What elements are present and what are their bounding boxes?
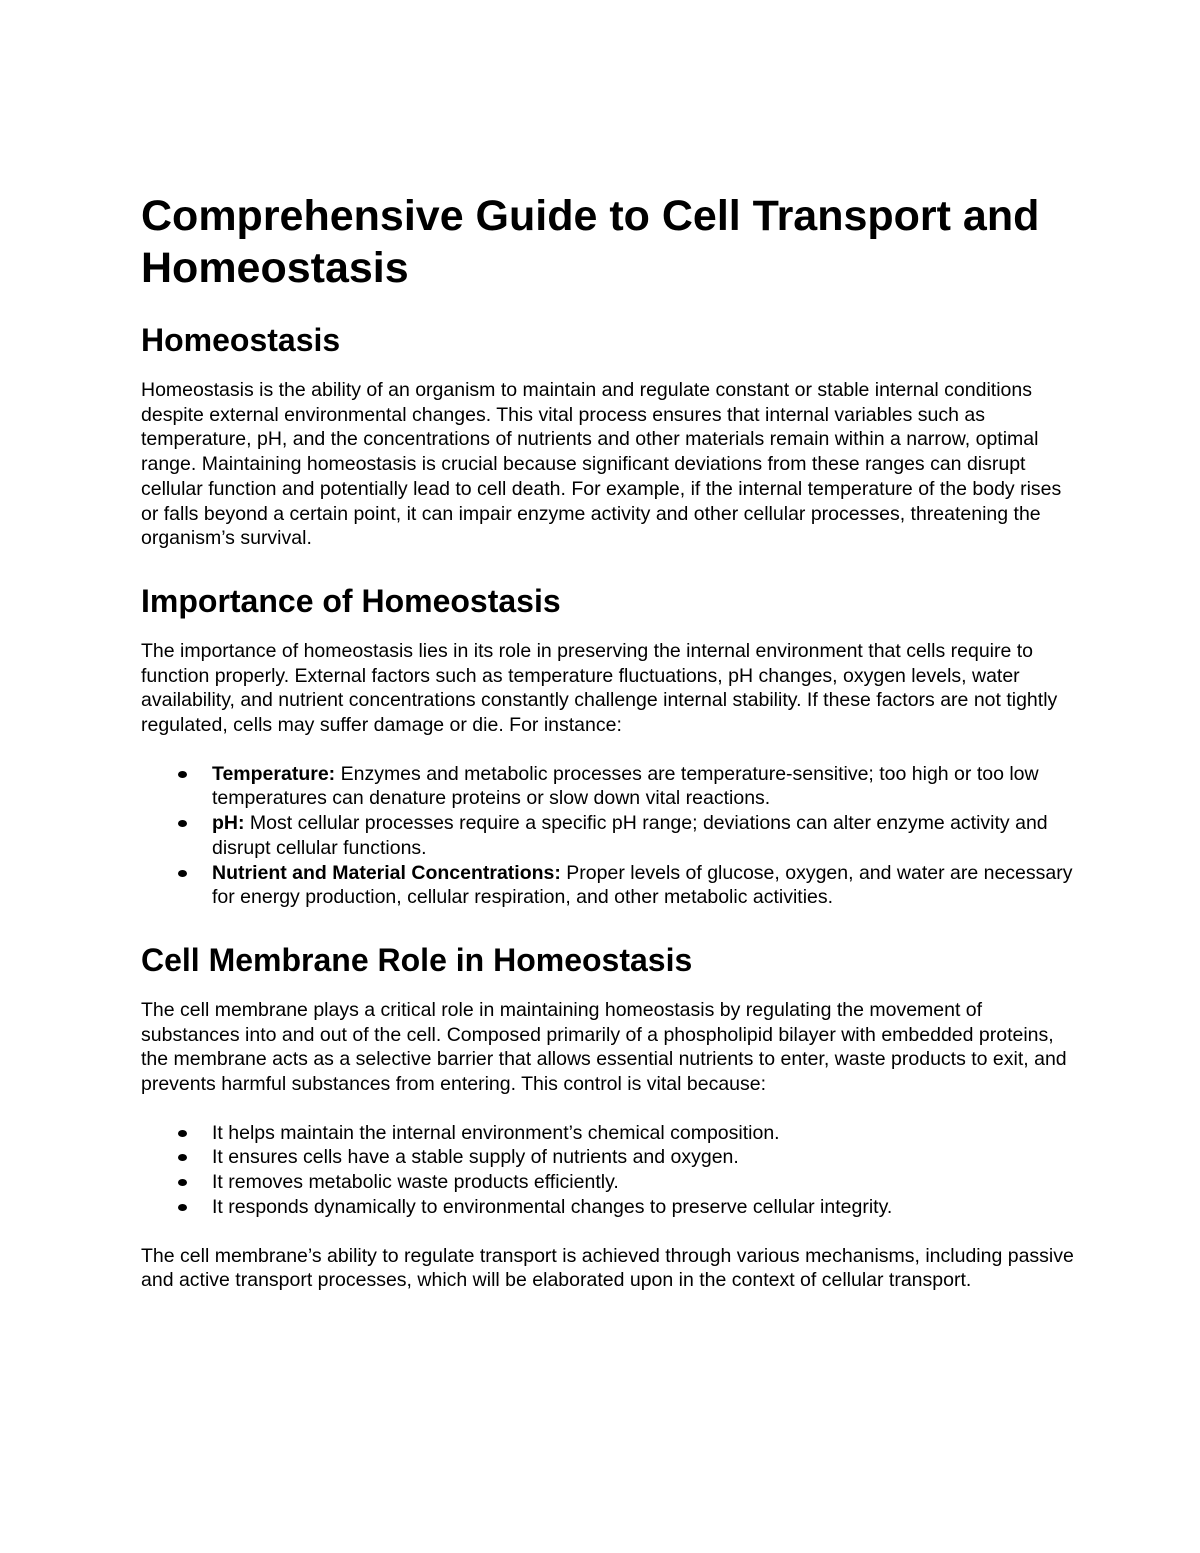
list-item: [141, 762, 1076, 811]
list-item-text: It helps maintain the internal environment’s chemical composition.: [212, 1121, 780, 1144]
list-item-term: pH:: [212, 812, 245, 835]
membrane-role-list: [141, 1121, 1076, 1220]
document-title: Comprehensive Guide to Cell Transport and Homeostasis: [141, 192, 1040, 292]
bullet-icon: [178, 820, 187, 827]
bullet-icon: [178, 1179, 187, 1186]
section-heading: Cell Membrane Role in Homeostasis: [141, 941, 693, 978]
section-homeostasis: [141, 320, 1076, 551]
list-item-text: Proper levels of glucose, oxygen, and water are necessary for energy production, cellular respiration, and other metabolic activities.: [212, 861, 1073, 909]
closing-paragraph: The cell membrane’s ability to regulate transport is achieved through various mechanisms, including passive and active transport processes, which will be elaborated upon in the context of cellular transport.: [141, 1244, 1074, 1292]
list-item: [141, 1121, 1076, 1146]
list-item-text: It ensures cells have a stable supply of nutrients and oxygen.: [212, 1146, 739, 1169]
section-importance-of-homeostasis: [141, 581, 1076, 910]
list-item-term: Nutrient and Material Concentrations:: [212, 861, 561, 884]
bullet-icon: [178, 771, 187, 778]
list-item: [141, 861, 1076, 910]
section-heading: Homeostasis: [141, 322, 341, 358]
bullet-icon: [178, 870, 187, 877]
list-item-text: It removes metabolic waste products efficiently.: [212, 1171, 619, 1194]
section-heading: Importance of Homeostasis: [141, 582, 561, 619]
bullet-icon: [178, 1204, 187, 1211]
list-item: [141, 811, 1076, 860]
list-item: [141, 1170, 1076, 1195]
bullet-icon: [178, 1154, 187, 1161]
section-cell-membrane-role: [141, 940, 1076, 1293]
section-paragraph: The importance of homeostasis lies in its role in preserving the internal environment that cells require to function properly. External factors such as temperature fluctuations, pH changes, oxygen levels, water availability, and nutrient concentrations constantly challenge internal stability. If these factors are not tightly regulated, cells may suffer damage or die. For instance:: [141, 639, 1058, 737]
list-item-term: Temperature:: [212, 762, 336, 785]
list-item: [141, 1195, 1076, 1220]
section-paragraph: Homeostasis is the ability of an organism to maintain and regulate constant or stable internal conditions despite external environmental changes. This vital process ensures that internal variables such as temperature, pH, and the concentrations of nutrients and other materials remain within a narrow, optimal range. Maintaining homeostasis is crucial because significant deviations from these ranges can disrupt cellular function and potentially lead to cell death. For example, if the internal temperature of the body rises or falls beyond a certain point, it can impair enzyme activity and other cellular processes, threatening the organism’s survival.: [141, 379, 1062, 550]
factor-list: [141, 762, 1076, 910]
list-item-text: Enzymes and metabolic processes are temperature-sensitive; too high or too low temperatures can denature proteins or slow down vital reactions.: [212, 762, 1039, 810]
section-paragraph: The cell membrane plays a critical role in maintaining homeostasis by regulating the movement of substances into and out of the cell. Composed primarily of a phospholipid bilayer with embedded proteins, the membrane acts as a selective barrier that allows essential nutrients to enter, waste products to exit, and prevents harmful substances from entering. This control is vital because:: [141, 998, 1067, 1096]
document-page: [141, 190, 1076, 1317]
list-item: [141, 1145, 1076, 1170]
list-item-text: It responds dynamically to environmental changes to preserve cellular integrity.: [212, 1195, 893, 1218]
list-item-text: Most cellular processes require a specific pH range; deviations can alter enzyme activity and disrupt cellular functions.: [212, 812, 1048, 859]
bullet-icon: [178, 1130, 187, 1137]
